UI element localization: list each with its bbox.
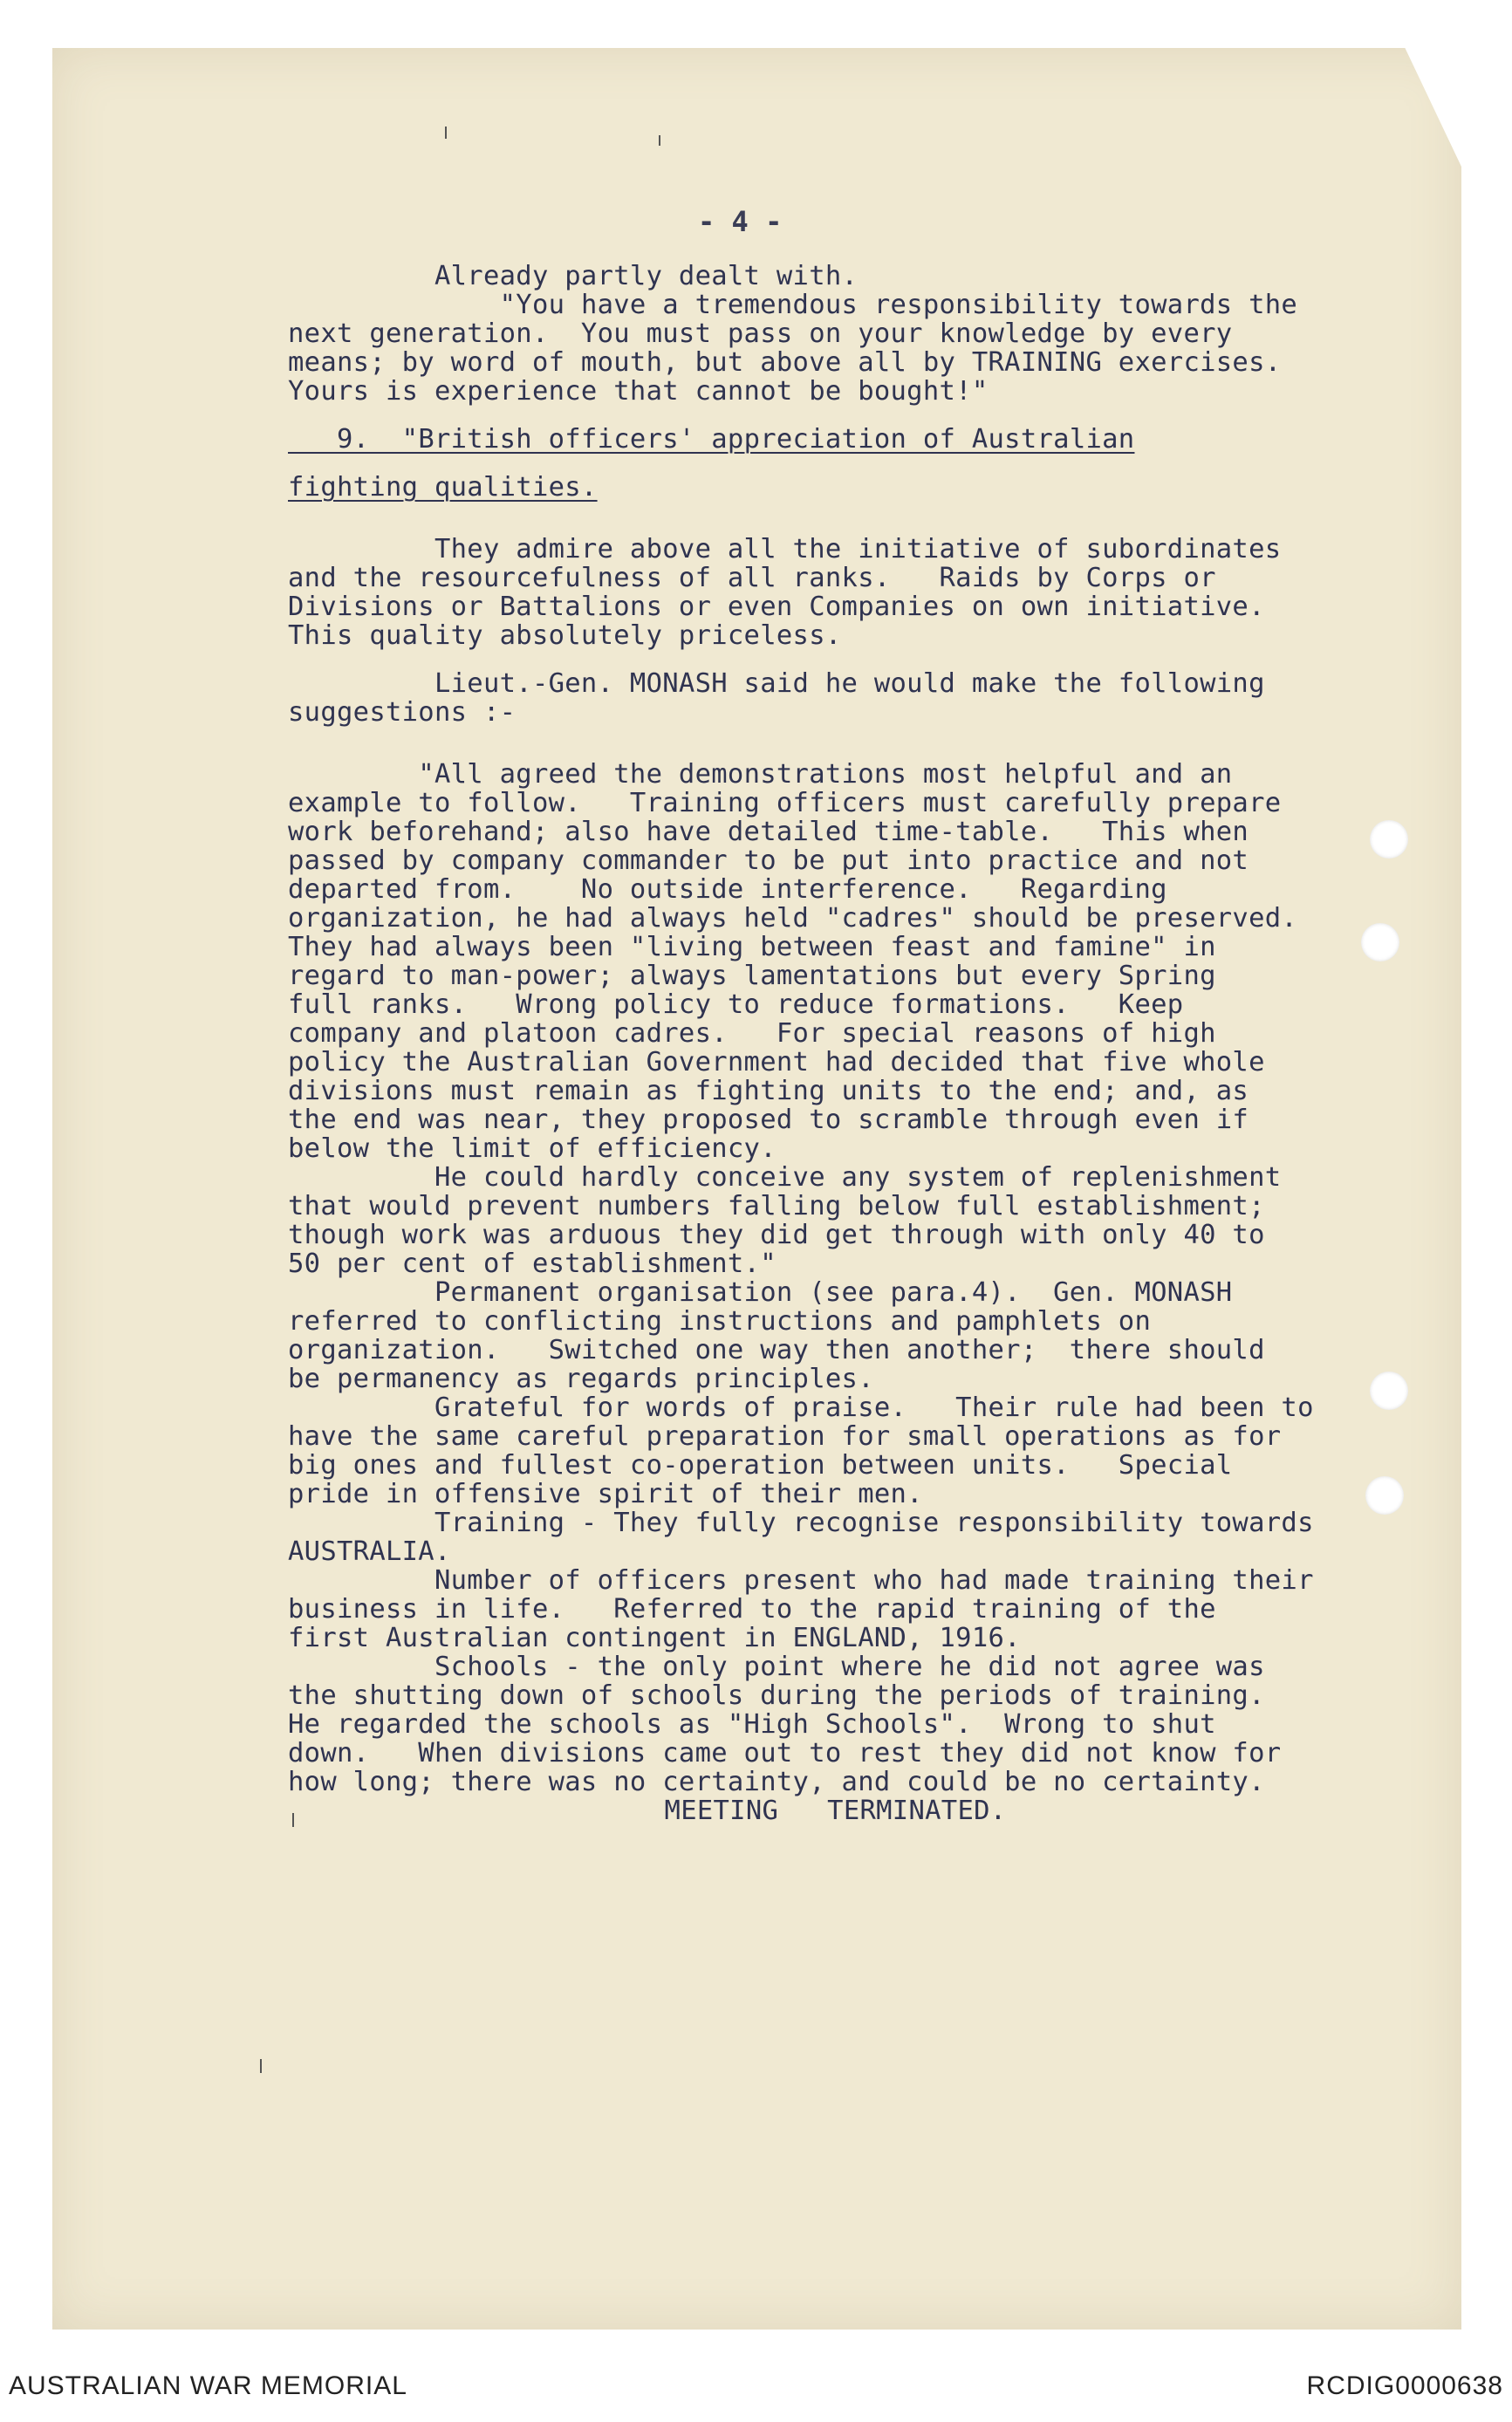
paper-mark [445,127,447,139]
paragraph: "All agreed the demonstrations most helpful and an example to follow. Training officers must carefully prepare work beforehand; also have detailed time-table. This when passed by company commander to be put into practice and not departed from. No outside interference. Regarding organization, he had always held "cadres" should be preserved. They had always been "living between feast and famine" in regard to man-power; always lamentations but every Spring full ranks. Wrong policy to reduce formations. Keep company and platoon cadres. For special reasons of high policy the Australian Government had decided that five whole divisions must remain as fighting units to the end; and, as the end was near, they proposed to scramble through even if below the limit of efficiency. He could hardly conceive any system of replenishment that would prevent numbers falling below full establishment; though work was arduous they did get through with only 40 to 50 per cent of establishment." Permanent organisation (see para.4). Gen. MONASH referred to conflicting instructions and pamphlets on organization. Switched one way then another; there should be permanency as regards principles. Grateful for words of praise. Their rule had been to have the same careful preparation for small operations as for big ones and fullest co-operation between units. Special pride in offensive spirit of their men. Training - They fully recognise responsibility towards AUSTRALIA. Number of officers present who had made training their business in life. Referred to the rapid training of the first Australian contingent in ENGLAND, 1916. Schools - the only point where he did not agree was the shutting down of schools during the periods of training. He regarded the schools as "High Schools". Wrong to shut down. When divisions came out to rest they did not know for how long; there was no certainty, and could be no certainty. [288,759,1314,1797]
paragraph: "You have a tremendous responsibility towards the next generation. You must pass on your knowledge by every means; by word of mouth, but above all by TRAINING exercises. Yours is experience that cannot be bought!" [288,290,1298,407]
paragraph: Already partly dealt with. [288,261,859,291]
document-body [288,262,1383,1825]
paper-mark [659,135,660,146]
paragraph: They admire above all the initiative of subordinates and the resourcefulness of all ranks. Raids by Corps or Divisions or Battalions or even Companies on own initiative. This quality absolutely priceless. [288,534,1282,651]
footer-institution: AUSTRALIAN WAR MEMORIAL [9,2371,407,2400]
paper-mark [260,2059,262,2073]
closing-line: MEETING TERMINATED. [664,1796,1007,1826]
footer-identifier: RCDIG0000638 [1306,2371,1503,2400]
section-heading-continued: fighting qualities. [288,472,598,503]
paragraph: Lieut.-Gen. MONASH said he would make the following suggestions :- [288,668,1265,728]
page-number: - 4 - [698,205,783,238]
section-heading: 9. "British officers' appreciation of Australian [288,424,1135,455]
